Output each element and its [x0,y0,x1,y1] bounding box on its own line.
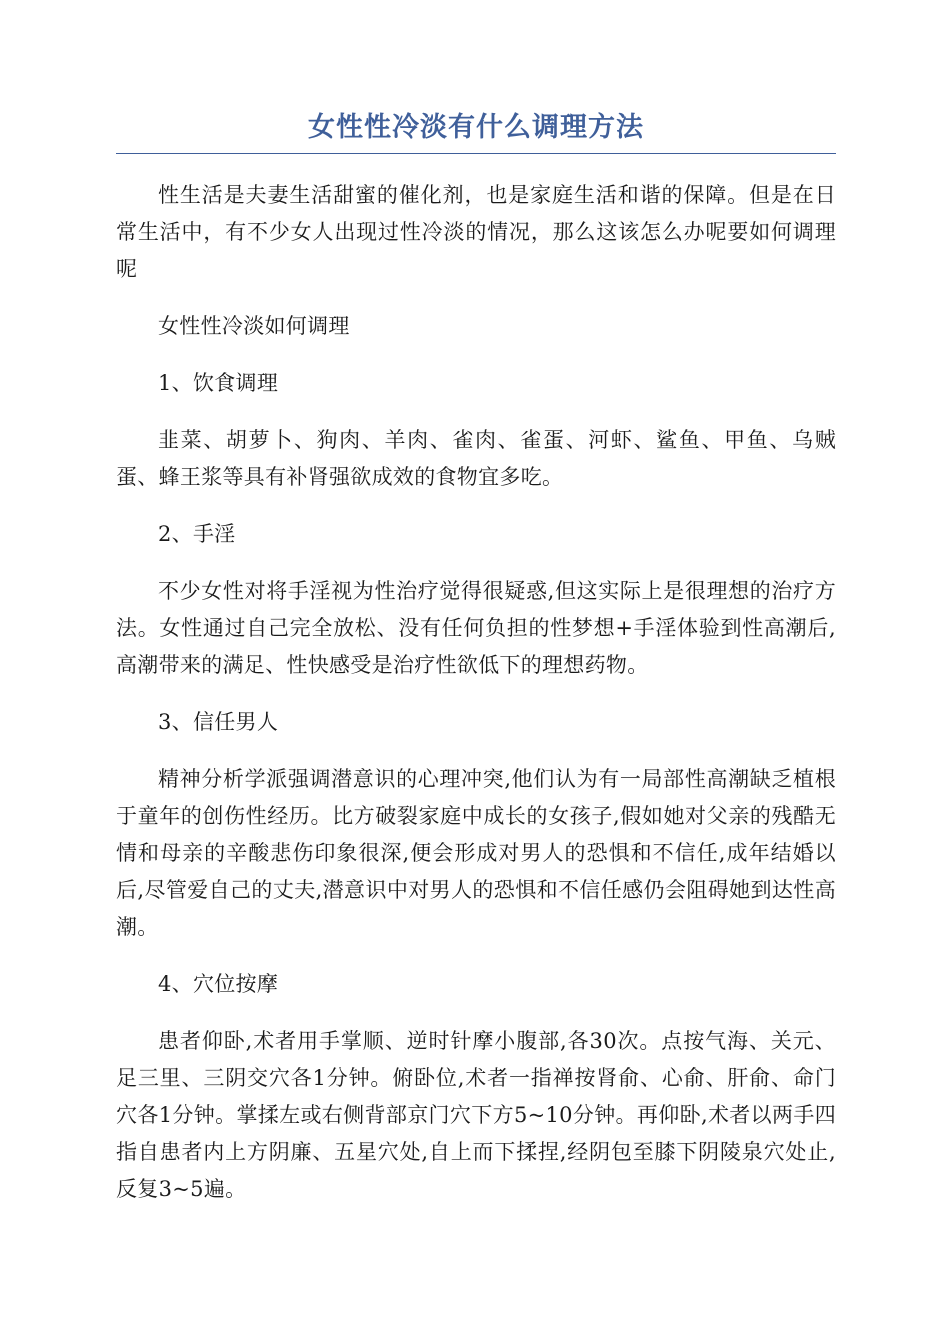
item-heading-massage: 4、穴位按摩 [158,972,279,996]
document-body [116,177,836,1208]
page-title: 女性性冷淡有什么调理方法 [116,108,836,154]
item-heading-trust: 3、信任男人 [158,710,279,734]
intro-paragraph: 性生活是夫妻生活甜蜜的催化剂，也是家庭生活和谐的保障。但是在日常生活中，有不少女人出现过性冷淡的情况，那么这该怎么办呢要如何调理呢 [116,183,836,281]
document-page [116,108,836,1228]
item-heading-diet: 1、饮食调理 [158,371,279,395]
section-heading: 女性性冷淡如何调理 [158,314,350,338]
item-body-diet: 韭菜、胡萝卜、狗肉、羊肉、雀肉、雀蛋、河虾、鲨鱼、甲鱼、乌贼蛋、蜂王浆等具有补肾强欲成效的食物宜多吃。 [116,428,836,489]
item-heading-2: 2、手淫 [158,522,236,546]
item-body-massage: 患者仰卧,术者用手掌顺、逆时针摩小腹部,各30次。点按气海、关元、足三里、三阴交穴各1分钟。俯卧位,术者一指禅按肾俞、心俞、肝俞、命门穴各1分钟。掌揉左或右侧背部京门穴下方5~10分钟。再仰卧,术者以两手四指自患者内上方阴廉、五星穴处,自上而下揉捏,经阴包至膝下阴陵泉穴处止,反复3~5遍。 [116,1029,836,1201]
item-body-2: 不少女性对将手淫视为性治疗觉得很疑惑,但这实际上是很理想的治疗方法。女性通过自己完全放松、没有任何负担的性梦想+手淫体验到性高潮后,高潮带来的满足、性快感受是治疗性欲低下的理想药物。 [116,579,836,677]
item-body-trust: 精神分析学派强调潜意识的心理冲突,他们认为有一局部性高潮缺乏植根于童年的创伤性经历。比方破裂家庭中成长的女孩子,假如她对父亲的残酷无情和母亲的辛酸悲伤印象很深,便会形成对男人的恐惧和不信任,成年结婚以后,尽管爱自己的丈夫,潜意识中对男人的恐惧和不信任感仍会阻碍她到达性高潮。 [116,767,836,939]
